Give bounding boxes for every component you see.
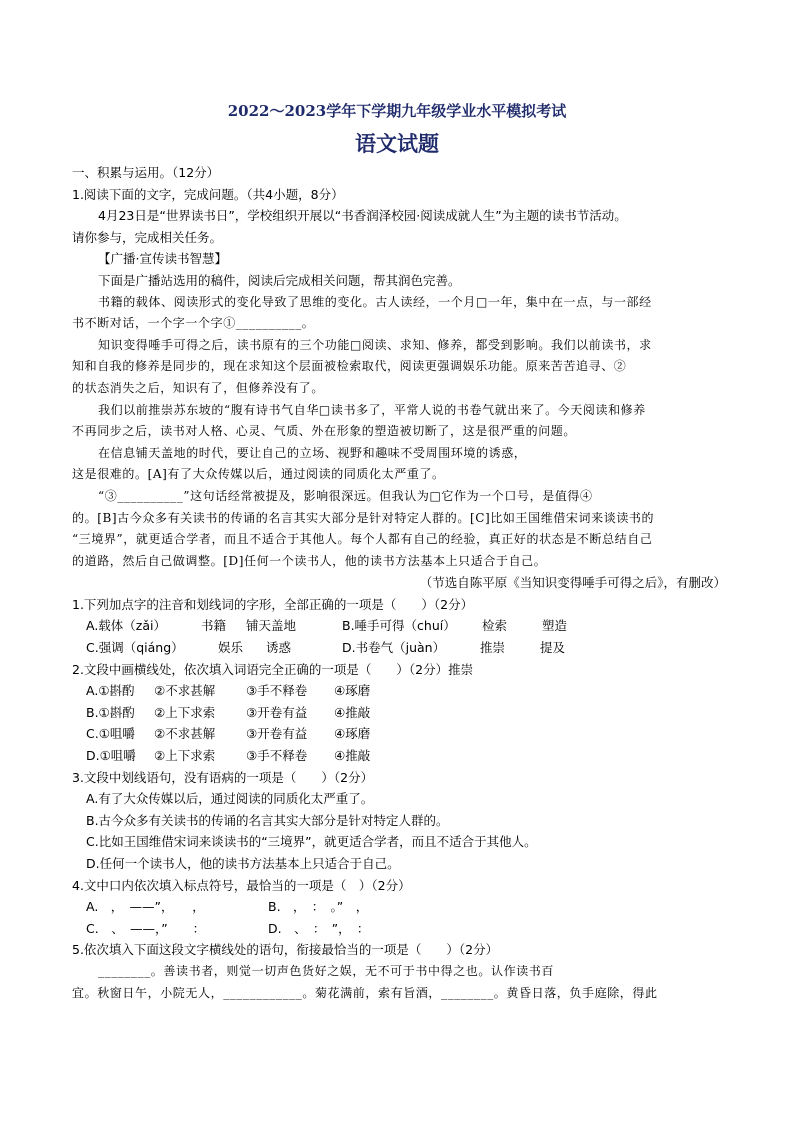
- q1-option-a-head: A.载体（zǎi）: [86, 618, 166, 634]
- q2-option-part: ③手不释卷: [246, 748, 308, 764]
- q2-option-part: ③开卷有益: [246, 704, 308, 720]
- exam-subject-title: 语文试题: [355, 131, 439, 156]
- q4-option-a: A. ， ——”， ，: [86, 899, 205, 915]
- passage-line: 这是很难的。[A]有了大众传媒以后，通过阅读的同质化太严重了。: [72, 467, 445, 482]
- q4-option-b: B. ， ： 。” ，: [268, 899, 369, 915]
- q3-option-c: C.比如王国维借宋词来谈读书的“三境界”，就更适合学者，而且不适合于其他人。: [86, 834, 537, 850]
- q2-option-part: ③手不释卷: [246, 683, 308, 699]
- q1-option-d-word2: 提及: [540, 640, 566, 656]
- q5-text-line: ________。善读书者，则觉一切声色货好之娱，无不可于书中得之也。认作读书百: [98, 963, 555, 978]
- passage-line: 的道路，然后自己做调整。[D]任何一个读书人，他的读书方法基本上只适合于自己。: [72, 553, 547, 568]
- passage-line: （节选自陈平原《当知识变得唾手可得之后》，有删改）: [419, 575, 726, 591]
- q1-option-c-head: C.强调（qiáng）: [86, 640, 184, 656]
- q4-option-c: C. 、 ——，” ：: [86, 920, 206, 936]
- passage-line: 的状态消失之后，知识有了，但修养没有了。: [72, 380, 325, 395]
- q1-options-row: [72, 637, 732, 659]
- q2-option-part: ②不求甚解: [154, 726, 216, 742]
- q4-option-row: [72, 896, 732, 918]
- passage-line: “三境界”，就更适合学者，而且不适合于其他人。每个人都有自己的经验，真正好的状态是不断总结自己: [72, 532, 653, 547]
- passage-line: 知和自我的修养是同步的，现在求知这个层面被检索取代，阅读更强调娱乐功能。原来苦苦追寻、②: [72, 359, 627, 374]
- q1-option-b-word1: 检索: [482, 618, 508, 634]
- q1-options-row: [72, 615, 732, 637]
- passage-line: 的。[B]古今众多有关读书的传诵的名言其实大部分是针对特定人群的。[C]比如王国维借宋词来谈读书的: [72, 510, 655, 525]
- passage-line: 1.阅读下面的文字，完成问题。（共4小题，8分）: [72, 186, 344, 202]
- q2-option-part: ④琢磨: [334, 726, 371, 742]
- q2-option-part: ③开卷有益: [246, 726, 308, 742]
- q3-stem: 3.文段中划线语句，没有语病的一项是（ ）（2分）: [72, 769, 374, 785]
- passage-line: 请你参与，完成相关任务。: [72, 229, 223, 245]
- q1-option-d-word1: 推崇: [480, 640, 506, 656]
- passage-line: “③__________”这句话经常被提及，影响很深远。但我认为□它作为一个口号，是值得④: [98, 488, 593, 503]
- passage-line: 书籍的载体、阅读形式的变化导致了思维的变化。古人读经，一个月□一年，集中在一点，与一部经: [98, 294, 652, 309]
- q1-option-b-word2: 塑造: [542, 618, 568, 634]
- exam-title: 2022～2023学年下学期九年级学业水平模拟考试: [227, 102, 567, 120]
- passage-line: 一、积累与运用。（12分）: [72, 165, 220, 180]
- q1-option-a-word2: 铺天盖地: [246, 618, 297, 634]
- q2-option-part: ②不求甚解: [154, 683, 216, 699]
- passage-line: 1.下列加点字的注音和划线词的字形，全部正确的一项是（ ）（2分）: [72, 596, 474, 612]
- q2-option-part: ④琢磨: [334, 683, 371, 699]
- q2-option-part: D.①咀嚼: [86, 748, 136, 764]
- passage-line: 书不断对话，一个字一个字①__________。: [72, 316, 315, 331]
- q3-option-a: A.有了大众传媒以后，通过阅读的同质化太严重了。: [86, 791, 374, 807]
- q2-option-part: A.①斟酌: [86, 683, 135, 699]
- q5-text-line: 宜。秋窗日午，小院无人，____________。菊花满前，索有旨酒，________。黄昏日落，负手庭除，得此: [72, 985, 658, 1000]
- q4-option-row: [72, 918, 732, 940]
- q1-option-d-head: D.书卷气（juàn）: [342, 640, 446, 656]
- passage-line: 在信息铺天盖地的时代，要让自己的立场、视野和趣味不受周围环境的诱惑，: [98, 445, 527, 460]
- q1-option-c-word1: 娱乐: [218, 640, 244, 656]
- q2-option-part: ④推敲: [334, 704, 371, 720]
- q2-stem: 2.文段中画横线处，依次填入词语完全正确的一项是（ ）（2分）推崇: [72, 661, 474, 677]
- q2-option-row: [72, 680, 732, 702]
- q2-option-row: [72, 723, 732, 745]
- q1-option-b-head: B.唾手可得（chuí）: [342, 618, 456, 634]
- q4-stem: 4.文中口内依次填入标点符号，最恰当的一项是（ ）（2分）: [72, 877, 411, 893]
- q2-option-part: ②上下求索: [154, 704, 216, 720]
- passage-line: 知识变得唾手可得之后，读书原有的三个功能□阅读、求知、修养，都受到影响。我们以前读书，求: [98, 337, 652, 352]
- q1-option-c-word2: 诱惑: [266, 640, 292, 656]
- q2-option-part: ④推敲: [334, 748, 371, 764]
- passage-line: 不再同步之后，读书对人格、心灵、气质、外在形象的塑造被切断了，这是很严重的问题。: [72, 424, 577, 439]
- q2-option-part: C.①咀嚼: [86, 726, 135, 742]
- exam-content: [72, 162, 732, 1004]
- passage-line: 【广播·宣传读书智慧】: [98, 251, 227, 267]
- passage-line: 我们以前推崇苏东坡的“腹有诗书气自华□读书多了，平常人说的书卷气就出来了。今天阅读和修养: [98, 402, 646, 417]
- passage-line: 4月23日是“世界读书日”，学校组织开展以“书香润泽校园·阅读成就人生”为主题的读书节活动。: [98, 208, 627, 224]
- q4-option-d: D. 、 ： ”， ：: [268, 920, 370, 936]
- q5-stem: 5.依次填入下面这段文字横线处的语句，衔接最恰当的一项是（ ）（2分）: [72, 942, 499, 958]
- q2-option-part: B.①斟酌: [86, 704, 135, 720]
- q2-option-part: ②上下求索: [154, 748, 216, 764]
- q3-option-d: D.任何一个读书人，他的读书方法基本上只适合于自己。: [86, 856, 400, 871]
- q1-option-a-word1: 书籍: [201, 618, 227, 634]
- passage-line: 下面是广播站选用的稿件，阅读后完成相关问题，帮其润色完善。: [98, 272, 461, 288]
- q2-option-row: [72, 745, 732, 767]
- reading-passage: [72, 162, 732, 615]
- q3-option-b: B.古今众多有关读书的传诵的名言其实大部分是针对特定人群的。: [86, 812, 449, 828]
- q2-option-row: [72, 702, 732, 724]
